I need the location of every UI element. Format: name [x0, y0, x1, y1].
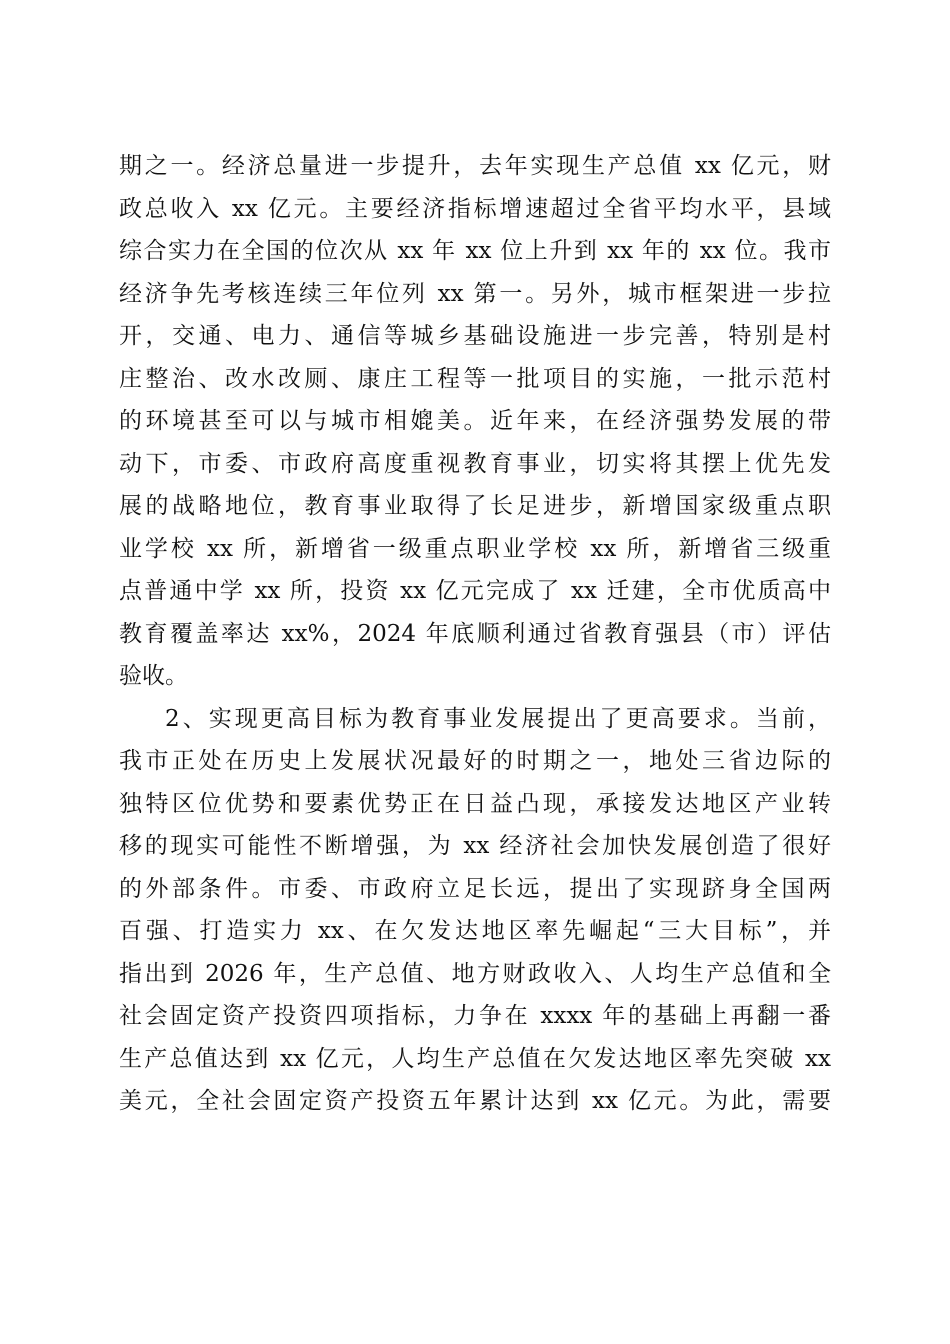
text-line: 政总收入 xx 亿元。主要经济指标增速超过全省平均水平，县域: [119, 195, 831, 222]
text-line: 指出到 2026 年，生产总值、地方财政收入、人均生产总值和全: [119, 960, 831, 987]
text-line: 业学校 xx 所，新增省一级重点职业学校 xx 所，新增省三级重: [119, 535, 831, 562]
text-line: 社会固定资产投资四项指标，力争在 xxxx 年的基础上再翻一番: [119, 1003, 831, 1029]
text-line: 点普通中学 xx 所，投资 xx 亿元完成了 xx 迁建，全市优质高中: [119, 578, 831, 604]
text-line: 展的战略地位，教育事业取得了长足进步，新增国家级重点职: [119, 493, 831, 519]
text-line: 验收。: [119, 663, 188, 689]
text-line: 的外部条件。市委、市政府立足长远，提出了实现跻身全国两: [119, 875, 831, 902]
text-line: 百强、打造实力 xx、在欠发达地区率先崛起“三大目标”，并: [119, 918, 831, 944]
text-line: 综合实力在全国的位次从 xx 年 xx 位上升到 xx 年的 xx 位。我市: [119, 238, 831, 264]
paragraph-2: [119, 698, 831, 1123]
text-line: 移的现实可能性不断增强，为 xx 经济社会加快发展创造了很好: [119, 833, 831, 859]
text-line: 我市正处在历史上发展状况最好的时期之一，地处三省边际的: [119, 748, 831, 774]
text-line: 庄整治、改水改厕、康庄工程等一批项目的实施，一批示范村: [119, 365, 831, 392]
text-line: 生产总值达到 xx 亿元，人均生产总值在欠发达地区率先突破 xx: [119, 1045, 831, 1072]
body-text: [119, 145, 831, 1123]
text-line: 的环境甚至可以与城市相媲美。近年来，在经济强势发展的带: [119, 408, 831, 434]
text-line: 动下，市委、市政府高度重视教育事业，切实将其摆上优先发: [119, 450, 831, 477]
text-line: 期之一。经济总量进一步提升，去年实现生产总值 xx 亿元，财: [119, 153, 831, 179]
text-line: 经济争先考核连续三年位列 xx 第一。另外，城市框架进一步拉: [119, 280, 831, 307]
text-line: 2、实现更高目标为教育事业发展提出了更高要求。当前，: [165, 705, 831, 732]
paragraph-1: [119, 145, 831, 698]
text-line: 教育覆盖率达 xx%，2024 年底顺利通过省教育强县（市）评估: [119, 620, 831, 647]
text-line: 美元，全社会固定资产投资五年累计达到 xx 亿元。为此，需要: [119, 1088, 831, 1114]
text-line: 独特区位优势和要素优势正在日益凸现，承接发达地区产业转: [119, 790, 831, 817]
text-line: 开，交通、电力、通信等城乡基础设施进一步完善，特别是村: [119, 323, 831, 349]
